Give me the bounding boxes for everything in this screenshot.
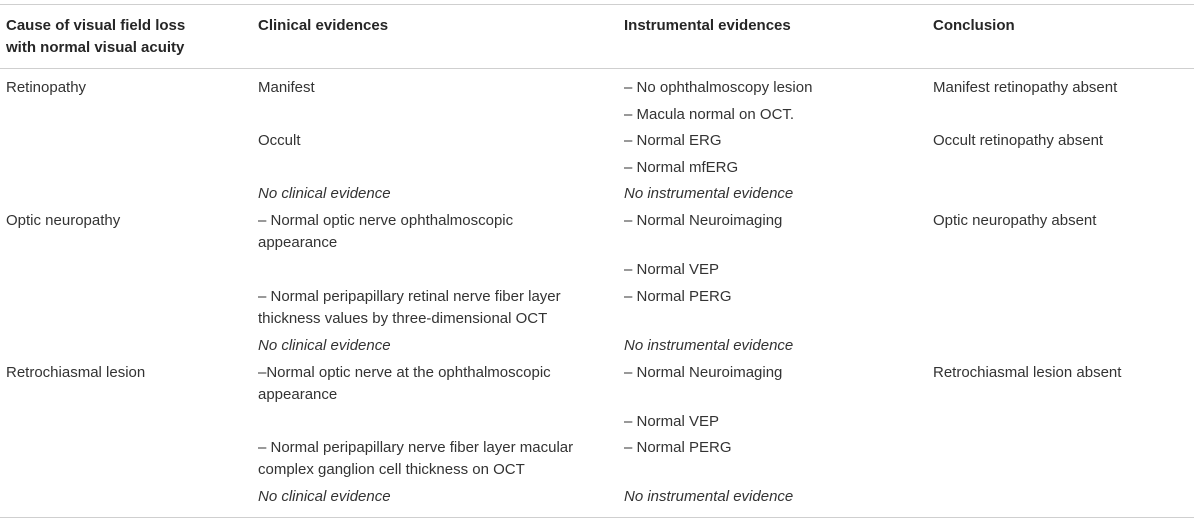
retro-instr-perg: – Normal PERG: [624, 439, 732, 456]
conclusion-optic-neuropathy: Optic neuropathy absent: [933, 212, 1097, 229]
optic-clinical-2-line2: thickness values by three-dimensional OCT: [258, 310, 548, 327]
instr-no-ophthalmoscopy-lesion: – No ophthalmoscopy lesion: [624, 79, 813, 96]
instr-normal-mferg: – Normal mfERG: [624, 159, 739, 176]
instr-macula-normal: – Macula normal on OCT.: [624, 106, 795, 123]
cause-retinopathy: Retinopathy: [6, 79, 87, 96]
header-instrumental: Instrumental evidences: [624, 17, 791, 34]
optic-instr-neuroimaging: – Normal Neuroimaging: [624, 212, 783, 229]
header-bottom-rule: [0, 68, 1194, 69]
optic-clinical-1-line1: – Normal optic nerve ophthalmoscopic: [258, 212, 514, 229]
clinical-occult: Occult: [258, 132, 301, 149]
header-conclusion: Conclusion: [933, 17, 1015, 34]
conclusion-retrochiasmal-lesion: Retrochiasmal lesion absent: [933, 364, 1122, 381]
retro-clinical-2-line2: complex ganglion cell thickness on OCT: [258, 461, 525, 478]
cause-retrochiasmal-lesion: Retrochiasmal lesion: [6, 364, 146, 381]
optic-clinical-2-line1: – Normal peripapillary retinal nerve fiber layer: [258, 288, 561, 305]
retro-clinical-2-line1: – Normal peripapillary nerve fiber layer macular: [258, 439, 574, 456]
retinopathy-no-instrumental-evidence: No instrumental evidence: [624, 185, 794, 202]
table-bottom-rule: [0, 517, 1194, 518]
retro-no-instrumental-evidence: No instrumental evidence: [624, 488, 794, 505]
optic-instr-vep: – Normal VEP: [624, 261, 720, 278]
optic-no-instrumental-evidence: No instrumental evidence: [624, 337, 794, 354]
header-clinical: Clinical evidences: [258, 17, 389, 34]
optic-instr-perg: – Normal PERG: [624, 288, 732, 305]
optic-no-clinical-evidence: No clinical evidence: [258, 337, 391, 354]
header-cause-line1: Cause of visual field loss: [6, 17, 186, 34]
conclusion-manifest-retinopathy: Manifest retinopathy absent: [933, 79, 1118, 96]
cause-optic-neuropathy: Optic neuropathy: [6, 212, 121, 229]
conclusion-occult-retinopathy: Occult retinopathy absent: [933, 132, 1104, 149]
retinopathy-no-clinical-evidence: No clinical evidence: [258, 185, 391, 202]
retro-instr-neuroimaging: – Normal Neuroimaging: [624, 364, 783, 381]
retro-clinical-1-line2: appearance: [258, 386, 338, 403]
retro-no-clinical-evidence: No clinical evidence: [258, 488, 391, 505]
table-top-rule: [0, 4, 1194, 5]
instr-normal-erg: – Normal ERG: [624, 132, 722, 149]
optic-clinical-1-line2: appearance: [258, 234, 338, 251]
clinical-manifest: Manifest: [258, 79, 315, 96]
header-cause-line2: with normal visual acuity: [6, 39, 185, 56]
retro-clinical-1-line1: –Normal optic nerve at the ophthalmoscopic: [258, 364, 551, 381]
retro-instr-vep: – Normal VEP: [624, 413, 720, 430]
